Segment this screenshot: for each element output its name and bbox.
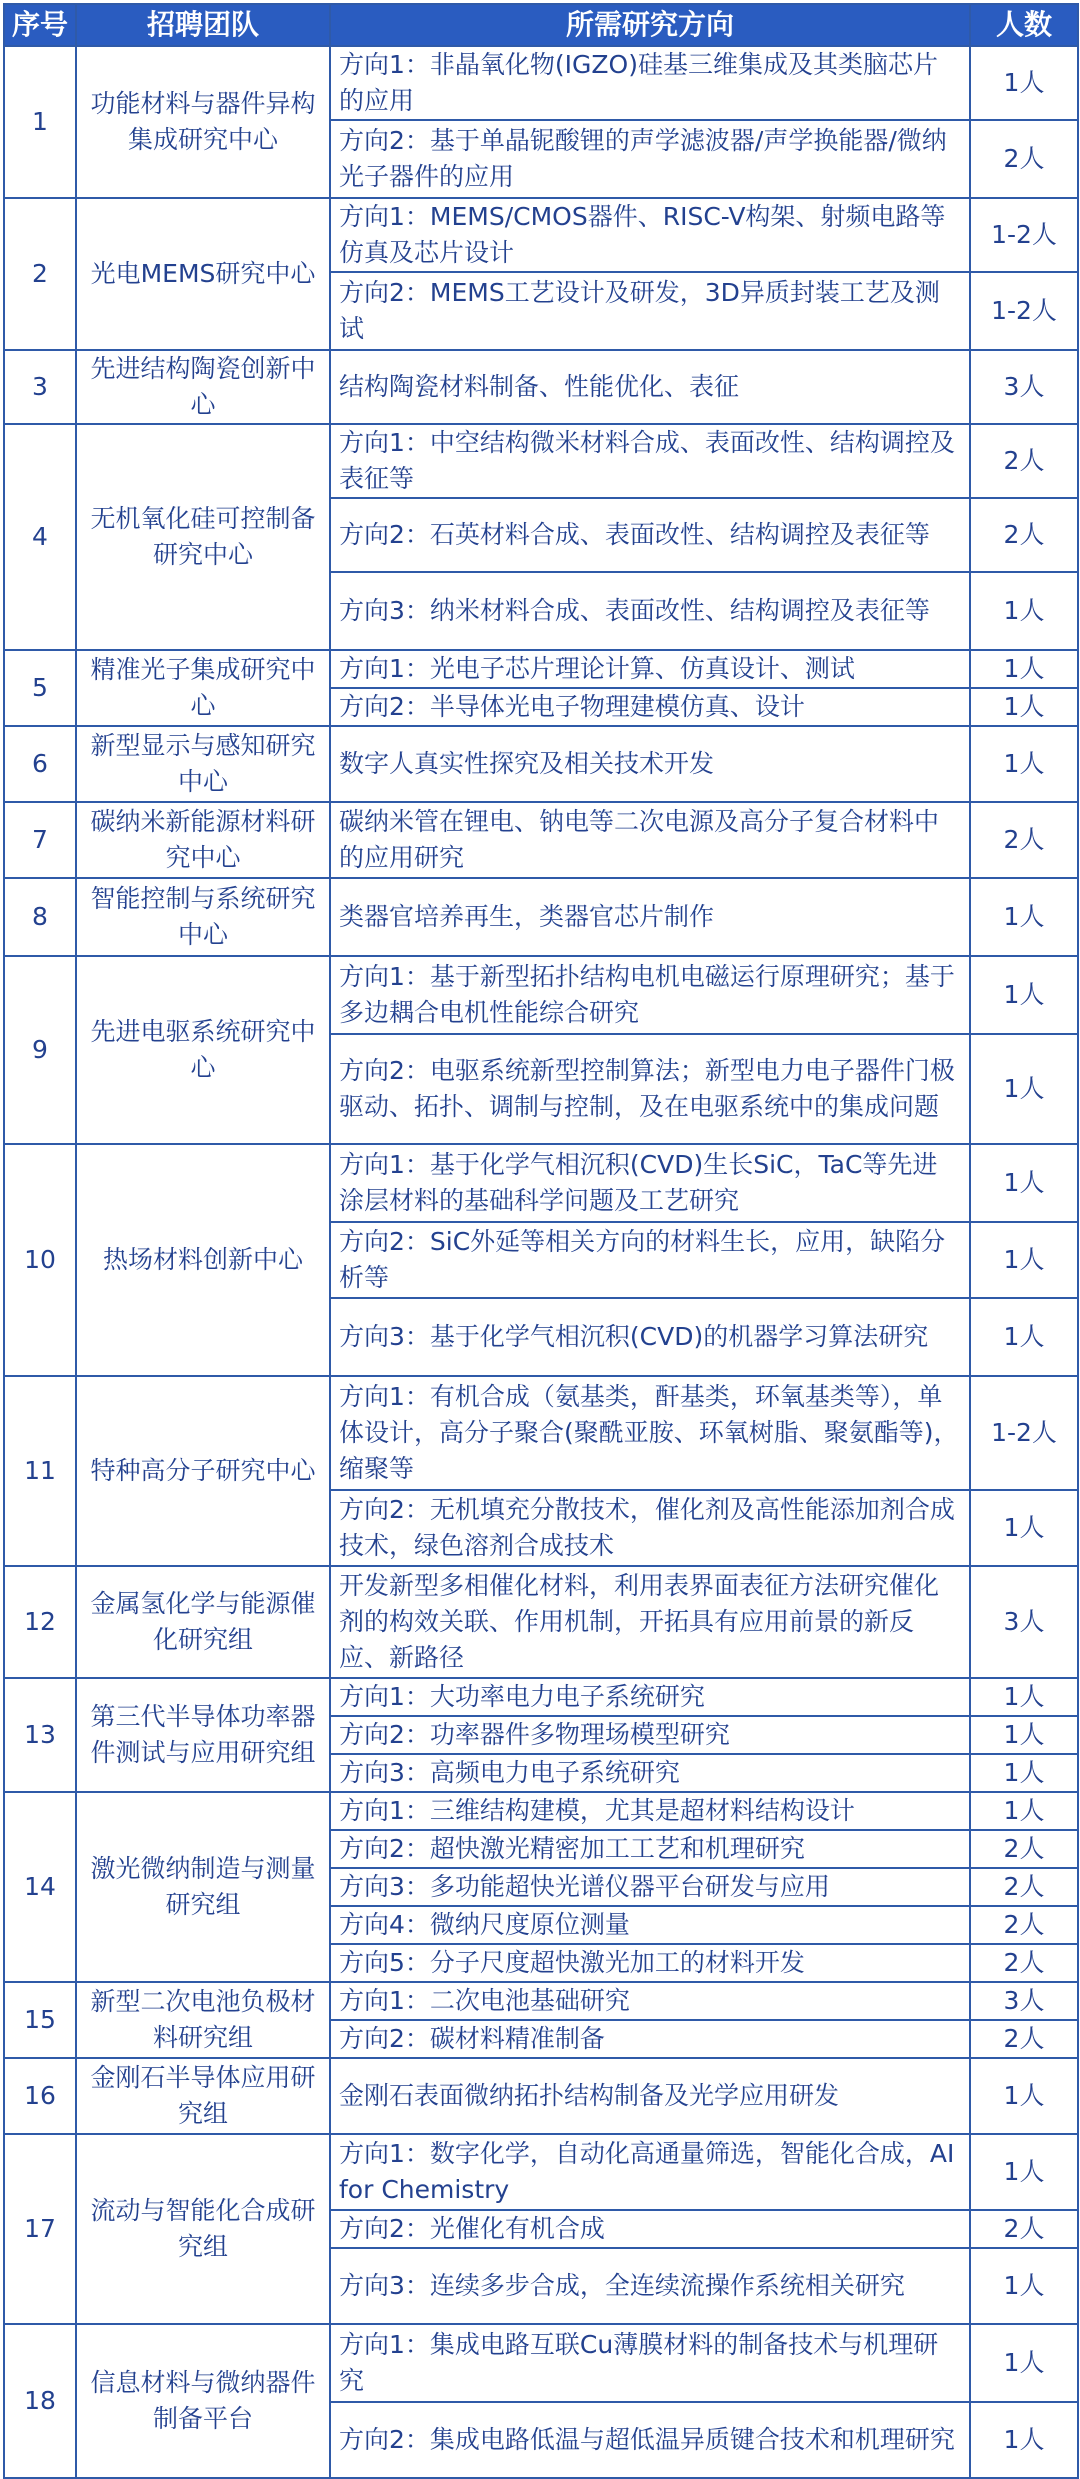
research-direction: 开发新型多相催化材料，利用表界面表征方法研究催化剂的构效关联、作用机制，开拓具有应用前景的新反应、新路径 xyxy=(330,1566,970,1678)
headcount: 3人 xyxy=(970,1982,1078,2020)
research-direction: 方向2：光催化有机合成 xyxy=(330,2210,970,2248)
headcount: 2人 xyxy=(970,1830,1078,1868)
row-index: 6 xyxy=(4,726,76,802)
headcount: 1-2人 xyxy=(970,1376,1078,1490)
research-direction: 方向2：半导体光电子物理建模仿真、设计 xyxy=(330,688,970,726)
table-row xyxy=(4,2058,1078,2134)
research-direction: 方向3：纳米材料合成、表面改性、结构调控及表征等 xyxy=(330,572,970,650)
research-direction: 碳纳米管在锂电、钠电等二次电源及高分子复合材料中的应用研究 xyxy=(330,802,970,878)
headcount: 1-2人 xyxy=(970,272,1078,350)
row-index: 18 xyxy=(4,2324,76,2478)
research-direction: 方向2：SiC外延等相关方向的材料生长，应用，缺陷分析等 xyxy=(330,1222,970,1298)
row-index: 17 xyxy=(4,2134,76,2324)
research-direction: 方向3：高频电力电子系统研究 xyxy=(330,1754,970,1792)
research-direction: 方向2：无机填充分散技术，催化剂及高性能添加剂合成技术，绿色溶剂合成技术 xyxy=(330,1490,970,1566)
header-count: 人数 xyxy=(970,4,1078,46)
table-row xyxy=(4,1376,1078,1490)
headcount: 2人 xyxy=(970,2020,1078,2058)
headcount: 1人 xyxy=(970,1144,1078,1222)
headcount: 1人 xyxy=(970,2134,1078,2210)
table-row xyxy=(4,1566,1078,1678)
headcount: 1人 xyxy=(970,1298,1078,1376)
row-index: 2 xyxy=(4,198,76,350)
team-name: 新型显示与感知研究中心 xyxy=(76,726,330,802)
table-row xyxy=(4,1144,1078,1222)
headcount: 2人 xyxy=(970,1868,1078,1906)
headcount: 1人 xyxy=(970,1716,1078,1754)
table-row xyxy=(4,650,1078,688)
headcount: 1人 xyxy=(970,1678,1078,1716)
research-direction: 方向1：MEMS/CMOS器件、RISC-V构架、射频电路等仿真及芯片设计 xyxy=(330,198,970,272)
team-name: 无机氧化硅可控制备研究中心 xyxy=(76,424,330,650)
team-name: 金属氢化学与能源催化研究组 xyxy=(76,1566,330,1678)
headcount: 1人 xyxy=(970,2402,1078,2478)
team-name: 新型二次电池负极材料研究组 xyxy=(76,1982,330,2058)
team-name: 激光微纳制造与测量研究组 xyxy=(76,1792,330,1982)
research-direction: 方向2：功率器件多物理场模型研究 xyxy=(330,1716,970,1754)
team-name: 先进电驱系统研究中心 xyxy=(76,956,330,1144)
table-row xyxy=(4,878,1078,956)
headcount: 1人 xyxy=(970,1754,1078,1792)
headcount: 1人 xyxy=(970,46,1078,120)
research-direction: 方向1：中空结构微米材料合成、表面改性、结构调控及表征等 xyxy=(330,424,970,498)
research-direction: 方向1：有机合成（氨基类，酐基类，环氧基类等），单体设计，高分子聚合(聚酰亚胺、环氧树脂、聚氨酯等)，缩聚等 xyxy=(330,1376,970,1490)
team-name: 光电MEMS研究中心 xyxy=(76,198,330,350)
row-index: 3 xyxy=(4,350,76,424)
team-name: 流动与智能化合成研究组 xyxy=(76,2134,330,2324)
research-direction: 方向2：超快激光精密加工工艺和机理研究 xyxy=(330,1830,970,1868)
headcount: 1人 xyxy=(970,2058,1078,2134)
research-direction: 方向2：MEMS工艺设计及研发，3D异质封装工艺及测试 xyxy=(330,272,970,350)
research-direction: 方向4：微纳尺度原位测量 xyxy=(330,1906,970,1944)
research-direction: 方向1：非晶氧化物(IGZO)硅基三维集成及其类脑芯片的应用 xyxy=(330,46,970,120)
row-index: 16 xyxy=(4,2058,76,2134)
headcount: 3人 xyxy=(970,350,1078,424)
research-direction: 结构陶瓷材料制备、性能优化、表征 xyxy=(330,350,970,424)
headcount: 2人 xyxy=(970,1944,1078,1982)
headcount: 1人 xyxy=(970,650,1078,688)
team-name: 碳纳米新能源材料研究中心 xyxy=(76,802,330,878)
team-name: 智能控制与系统研究中心 xyxy=(76,878,330,956)
table-row xyxy=(4,350,1078,424)
row-index: 12 xyxy=(4,1566,76,1678)
team-name: 先进结构陶瓷创新中心 xyxy=(76,350,330,424)
headcount: 2人 xyxy=(970,498,1078,572)
row-index: 1 xyxy=(4,46,76,198)
table-row xyxy=(4,424,1078,498)
headcount: 1人 xyxy=(970,1034,1078,1144)
research-direction: 方向1：集成电路互联Cu薄膜材料的制备技术与机理研究 xyxy=(330,2324,970,2402)
research-direction: 方向2：集成电路低温与超低温异质键合技术和机理研究 xyxy=(330,2402,970,2478)
headcount: 1人 xyxy=(970,726,1078,802)
table-row xyxy=(4,46,1078,120)
research-direction: 方向1：二次电池基础研究 xyxy=(330,1982,970,2020)
team-name: 第三代半导体功率器件测试与应用研究组 xyxy=(76,1678,330,1792)
table-row xyxy=(4,956,1078,1034)
headcount: 1人 xyxy=(970,878,1078,956)
research-direction: 方向1：三维结构建模，尤其是超材料结构设计 xyxy=(330,1792,970,1830)
row-index: 15 xyxy=(4,1982,76,2058)
headcount: 1人 xyxy=(970,956,1078,1034)
headcount: 2人 xyxy=(970,2210,1078,2248)
research-direction: 方向2：基于单晶铌酸锂的声学滤波器/声学换能器/微纳光子器件的应用 xyxy=(330,120,970,198)
row-index: 4 xyxy=(4,424,76,650)
headcount: 1人 xyxy=(970,688,1078,726)
team-name: 功能材料与器件异构集成研究中心 xyxy=(76,46,330,198)
headcount: 1人 xyxy=(970,2248,1078,2324)
research-direction: 类器官培养再生，类器官芯片制作 xyxy=(330,878,970,956)
table-row xyxy=(4,1982,1078,2020)
headcount: 1人 xyxy=(970,2324,1078,2402)
research-direction: 方向1：大功率电力电子系统研究 xyxy=(330,1678,970,1716)
table-row xyxy=(4,2324,1078,2402)
table-row xyxy=(4,198,1078,272)
table-row xyxy=(4,2134,1078,2210)
row-index: 7 xyxy=(4,802,76,878)
headcount: 2人 xyxy=(970,424,1078,498)
row-index: 8 xyxy=(4,878,76,956)
headcount: 1人 xyxy=(970,572,1078,650)
headcount: 2人 xyxy=(970,120,1078,198)
headcount: 1-2人 xyxy=(970,198,1078,272)
recruitment-table xyxy=(3,3,1079,2479)
header-index: 序号 xyxy=(4,4,76,46)
research-direction: 方向2：碳材料精准制备 xyxy=(330,2020,970,2058)
row-index: 14 xyxy=(4,1792,76,1982)
team-name: 信息材料与微纳器件制备平台 xyxy=(76,2324,330,2478)
headcount: 1人 xyxy=(970,1222,1078,1298)
research-direction: 方向2：电驱系统新型控制算法；新型电力电子器件门极驱动、拓扑、调制与控制，及在电驱系统中的集成问题 xyxy=(330,1034,970,1144)
research-direction: 方向1：基于新型拓扑结构电机电磁运行原理研究；基于多边耦合电机性能综合研究 xyxy=(330,956,970,1034)
row-index: 9 xyxy=(4,956,76,1144)
headcount: 2人 xyxy=(970,1906,1078,1944)
research-direction: 方向5：分子尺度超快激光加工的材料开发 xyxy=(330,1944,970,1982)
table-row xyxy=(4,726,1078,802)
research-direction: 方向2：石英材料合成、表面改性、结构调控及表征等 xyxy=(330,498,970,572)
header-team: 招聘团队 xyxy=(76,4,330,46)
research-direction: 方向3：多功能超快光谱仪器平台研发与应用 xyxy=(330,1868,970,1906)
table-row xyxy=(4,1792,1078,1830)
research-direction: 方向3：连续多步合成，全连续流操作系统相关研究 xyxy=(330,2248,970,2324)
row-index: 5 xyxy=(4,650,76,726)
table-row xyxy=(4,802,1078,878)
team-name: 金刚石半导体应用研究组 xyxy=(76,2058,330,2134)
row-index: 10 xyxy=(4,1144,76,1376)
research-direction: 金刚石表面微纳拓扑结构制备及光学应用研发 xyxy=(330,2058,970,2134)
research-direction: 数字人真实性探究及相关技术开发 xyxy=(330,726,970,802)
research-direction: 方向1：基于化学气相沉积(CVD)生长SiC，TaC等先进涂层材料的基础科学问题及工艺研究 xyxy=(330,1144,970,1222)
headcount: 1人 xyxy=(970,1792,1078,1830)
table-row xyxy=(4,1678,1078,1716)
headcount: 3人 xyxy=(970,1566,1078,1678)
research-direction: 方向1：光电子芯片理论计算、仿真设计、测试 xyxy=(330,650,970,688)
research-direction: 方向1：数字化学，自动化高通量筛选，智能化合成，AI for Chemistry xyxy=(330,2134,970,2210)
team-name: 热场材料创新中心 xyxy=(76,1144,330,1376)
team-name: 精准光子集成研究中心 xyxy=(76,650,330,726)
row-index: 13 xyxy=(4,1678,76,1792)
headcount: 1人 xyxy=(970,1490,1078,1566)
header-row xyxy=(4,4,1078,46)
headcount: 2人 xyxy=(970,802,1078,878)
team-name: 特种高分子研究中心 xyxy=(76,1376,330,1566)
row-index: 11 xyxy=(4,1376,76,1566)
header-direction: 所需研究方向 xyxy=(330,4,970,46)
research-direction: 方向3：基于化学气相沉积(CVD)的机器学习算法研究 xyxy=(330,1298,970,1376)
table-body xyxy=(4,46,1078,2478)
